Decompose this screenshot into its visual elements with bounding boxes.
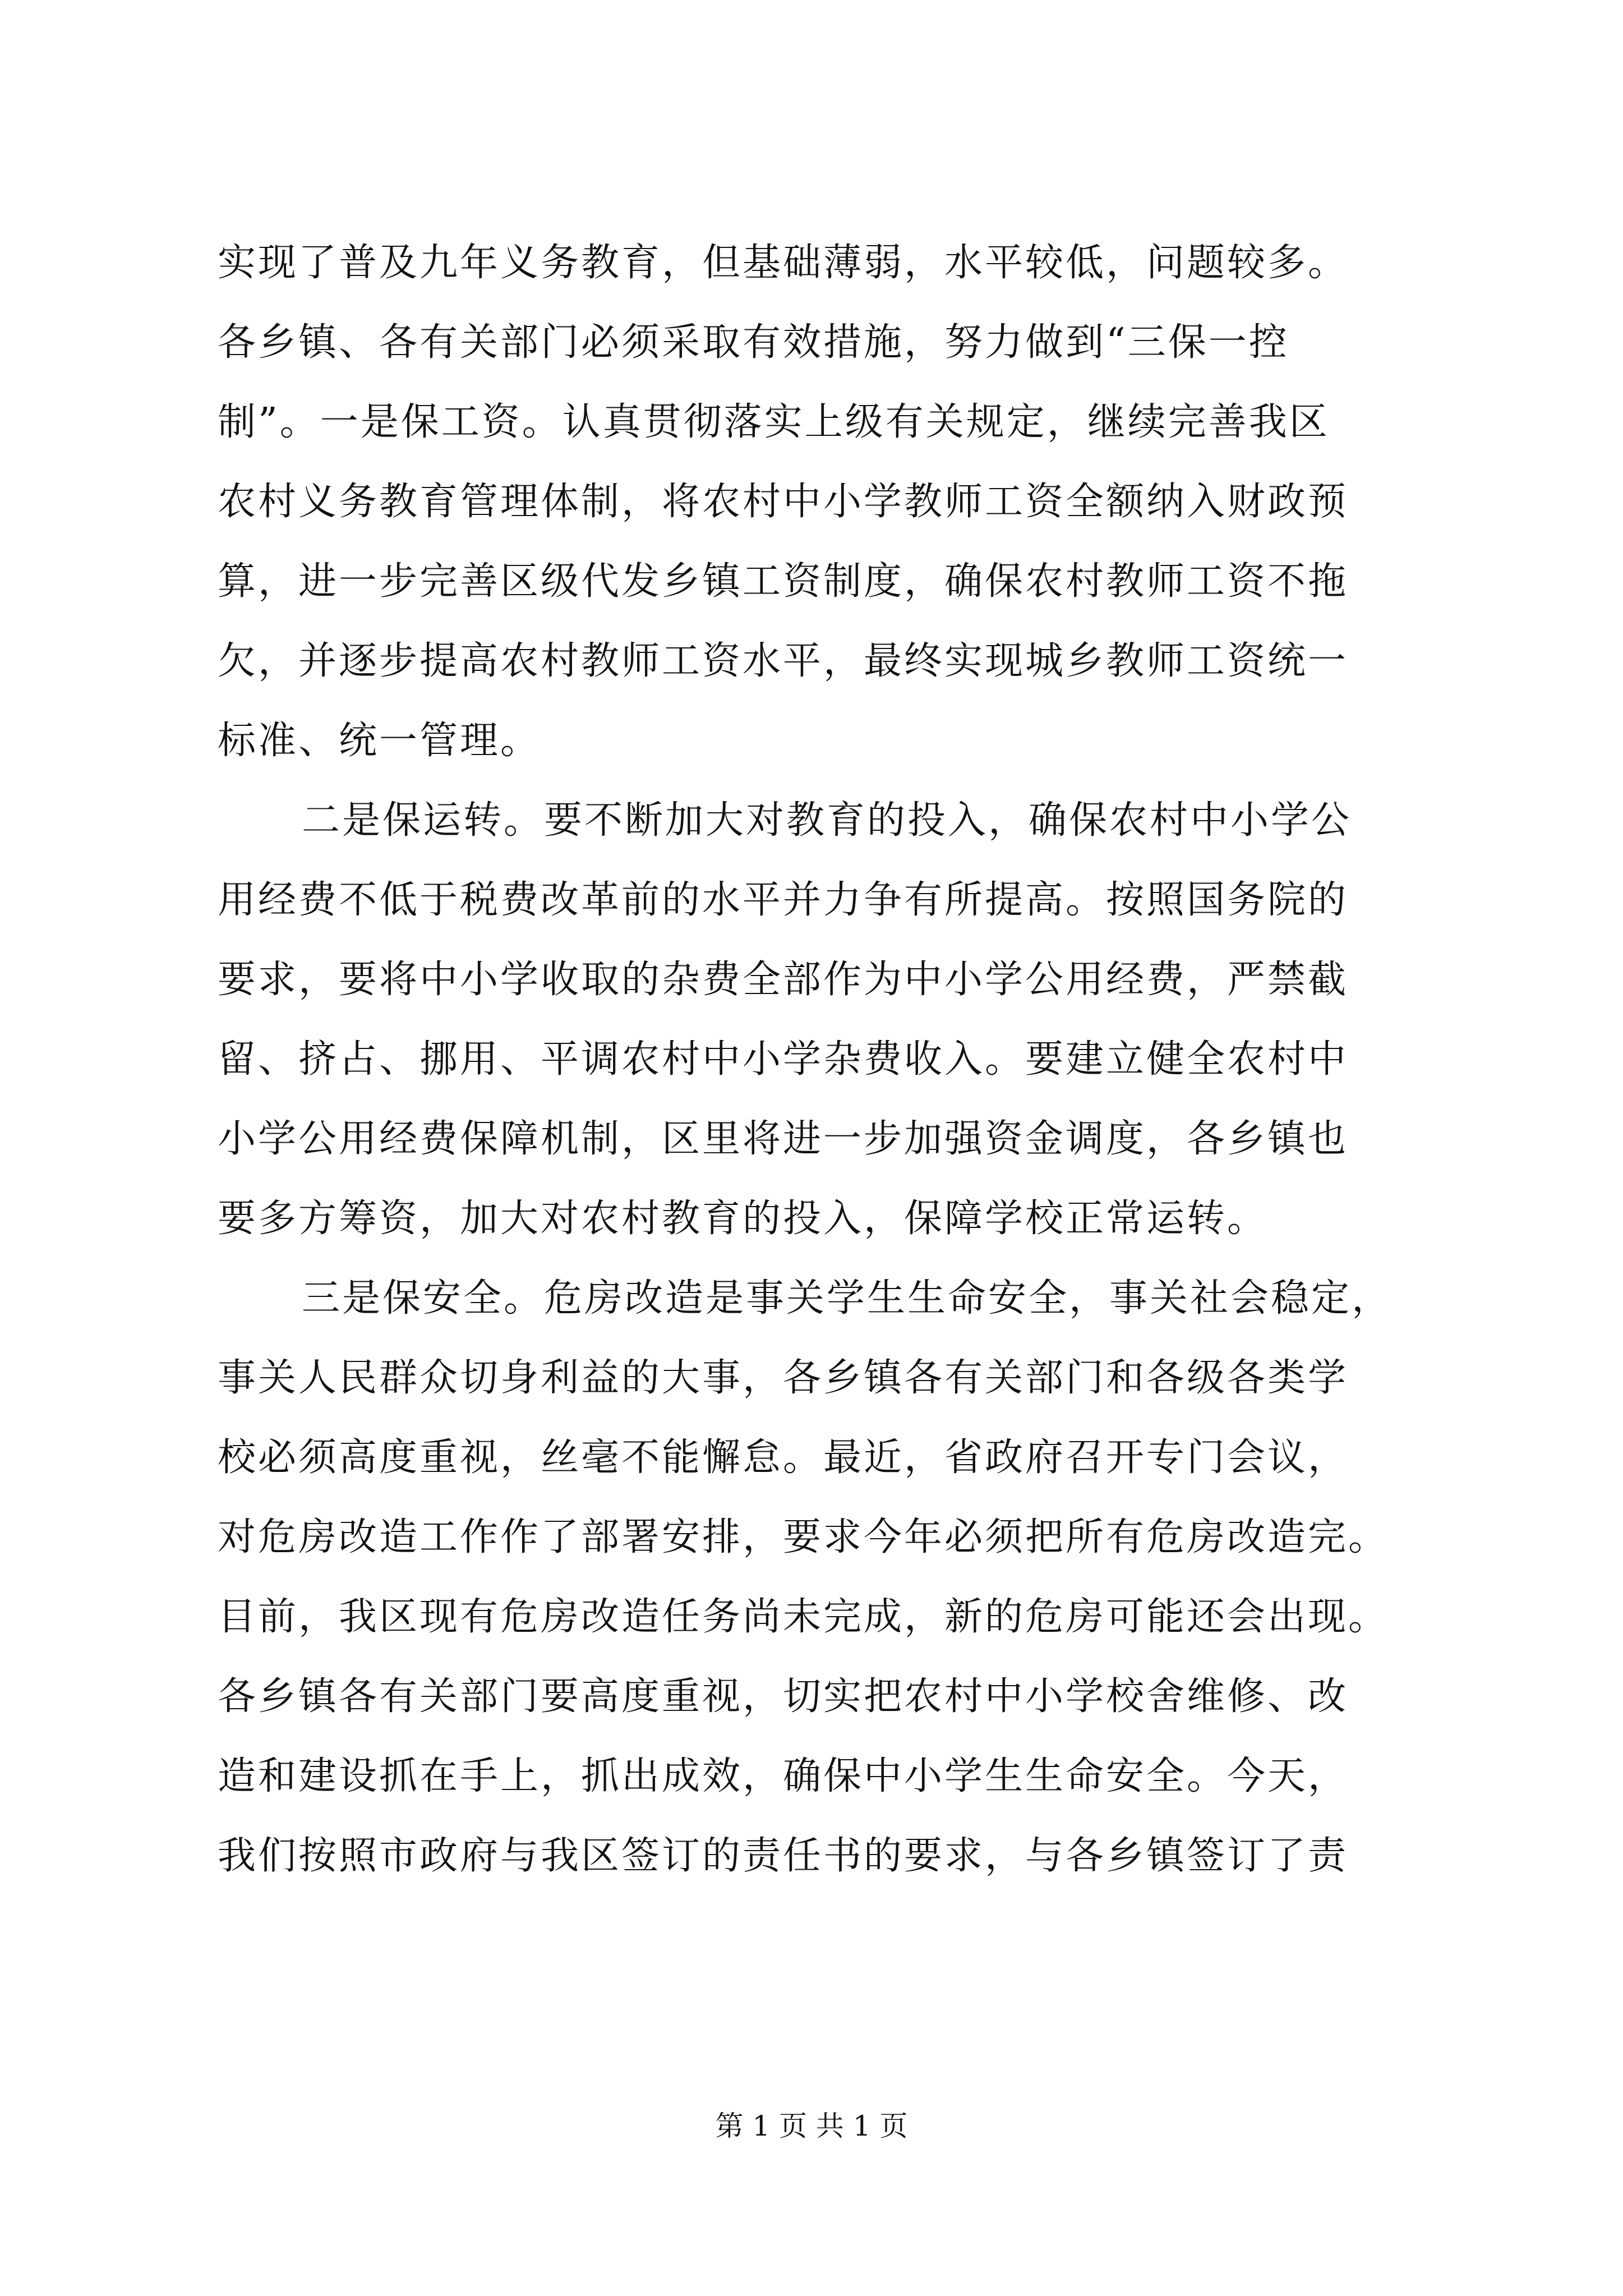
text-line: 事关人民群众切身利益的大事，各乡镇各有关部门和各级各类学	[218, 1356, 1349, 1400]
paragraph-start-line: 三是保安全。危房改造是事关学生生命安全，事关社会稳定，	[302, 1276, 1393, 1320]
text-line: 校必须高度重视，丝毫不能懈怠。最近，省政府召开专门会议，	[218, 1435, 1349, 1480]
text-line: 各乡镇各有关部门要高度重视，切实把农村中小学校舍维修、改	[218, 1674, 1349, 1719]
text-line: 造和建设抓在手上，抓出成效，确保中小学生生命安全。今天，	[218, 1754, 1349, 1798]
text-line: 要多方筹资，加大对农村教育的投入，保障学校正常运转。	[218, 1197, 1268, 1241]
text-line: 各乡镇、各有关部门必须采取有效措施，努力做到“三保一控	[218, 320, 1289, 365]
text-line: 我们按照市政府与我区签订的责任书的要求，与各乡镇签订了责	[218, 1834, 1349, 1878]
text-line: 目前，我区现有危房改造任务尚未完成，新的危房可能还会出现。	[218, 1595, 1389, 1639]
text-line: 算，进一步完善区级代发乡镇工资制度，确保农村教师工资不拖	[218, 559, 1349, 604]
text-line: 制”。一是保工资。认真贯彻落实上级有关规定，继续完善我区	[218, 400, 1330, 444]
paragraph-start-line: 二是保运转。要不断加大对教育的投入，确保农村中小学公	[302, 798, 1352, 843]
text-line: 留、挤占、挪用、平调农村中小学杂费收入。要建立健全农村中	[218, 1037, 1349, 1082]
text-line: 标准、统一管理。	[218, 719, 541, 763]
text-line: 小学公用经费保障机制，区里将进一步加强资金调度，各乡镇也	[218, 1117, 1349, 1161]
text-line: 要求，要将中小学收取的杂费全部作为中小学公用经费，严禁截	[218, 958, 1349, 1002]
text-line: 对危房改造工作作了部署安排，要求今年必须把所有危房改造完。	[218, 1515, 1389, 1559]
page-footer: 第 1 页 共 1 页	[715, 2110, 908, 2142]
body-text	[218, 223, 1412, 1896]
text-line: 农村义务教育管理体制，将农村中小学教师工资全额纳入财政预	[218, 480, 1349, 524]
text-line: 用经费不低于税费改革前的水平并力争有所提高。按照国务院的	[218, 878, 1349, 922]
text-line: 欠，并逐步提高农村教师工资水平，最终实现城乡教师工资统一	[218, 639, 1349, 683]
text-line: 实现了普及九年义务教育，但基础薄弱，水平较低，问题较多。	[218, 241, 1349, 285]
